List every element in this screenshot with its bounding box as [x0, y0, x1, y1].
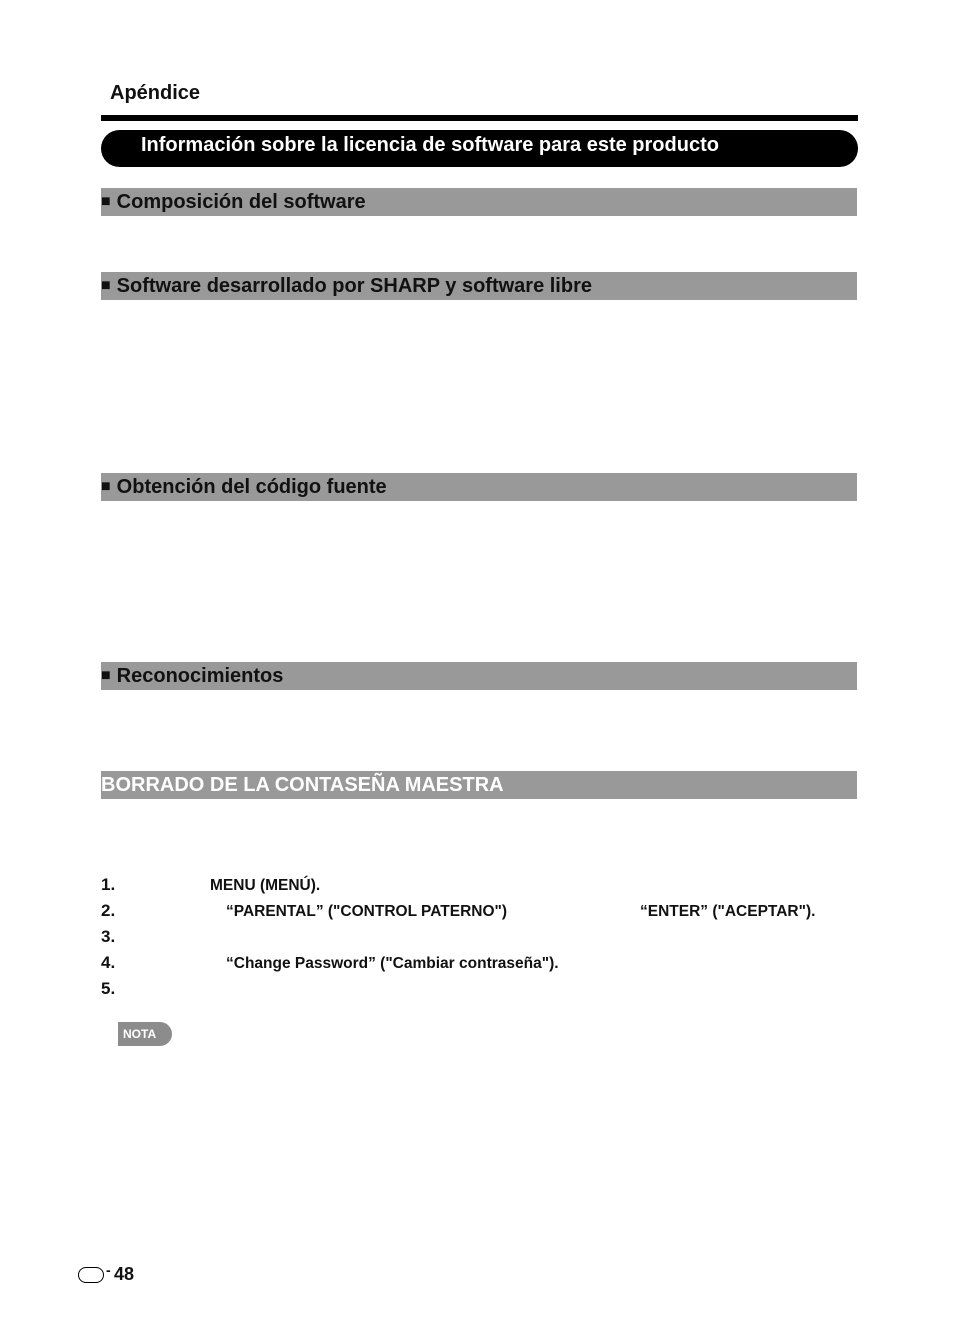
section-heading-software-libre [101, 272, 857, 300]
page-title-text: Información sobre la licencia de software para este producto [141, 134, 719, 156]
section-heading-codigo-fuente [101, 473, 857, 501]
section-heading-text: Composición del software [116, 191, 366, 213]
section-heading-text: Reconocimientos [116, 665, 284, 687]
step-number: 4. [101, 953, 116, 972]
note-badge: NOTA [118, 1022, 172, 1046]
section-heading-composicion [101, 188, 857, 216]
page-oval-icon [78, 1267, 104, 1283]
section-heading-text: BORRADO DE LA CONTASEÑA MAESTRA [101, 774, 504, 796]
step-text: “PARENTAL” ("CONTROL PATERNO") [226, 903, 508, 920]
section-heading-reconocimientos [101, 662, 857, 690]
square-bullet-icon: ■ [101, 478, 111, 495]
square-bullet-icon: ■ [101, 277, 111, 294]
top-rule [101, 115, 858, 121]
section-heading-text: Software desarrollado por SHARP y software libre [116, 275, 592, 297]
page-number: 48 [114, 1264, 135, 1284]
page-dash: - [106, 1262, 111, 1278]
step-text: MENU (MENÚ). [210, 877, 321, 894]
step-number: 3. [101, 927, 116, 946]
section-heading-text: Obtención del código fuente [116, 476, 387, 498]
step-number: 5. [101, 979, 116, 998]
step-text: “ENTER” ("ACEPTAR"). [640, 903, 816, 920]
square-bullet-icon: ■ [101, 193, 111, 210]
page-title [101, 130, 858, 167]
step-number: 2. [101, 901, 116, 920]
section-heading-password [101, 771, 857, 799]
square-bullet-icon: ■ [101, 667, 111, 684]
step-number: 1. [101, 875, 116, 894]
step-text: “Change Password” ("Cambiar contraseña"). [226, 955, 559, 972]
section-label: Apéndice [110, 82, 201, 104]
